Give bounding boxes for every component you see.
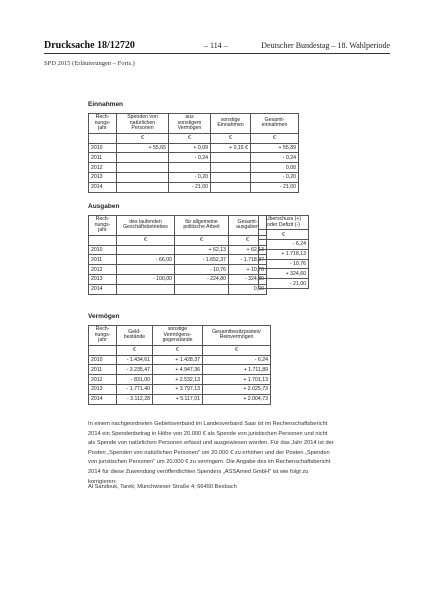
unit-cell: € [259,230,309,240]
unit-cell: € [211,133,251,143]
table-row [89,163,299,173]
column-header: Gesamt- ausgaben [229,216,267,236]
unit-cell: € [203,345,271,355]
table-cell: - 21,00 [251,182,299,192]
table-cell: - 1.434,61 [117,355,153,365]
year-cell: 2012 [89,163,117,173]
table-cell: + 62,13 [229,245,267,255]
header-row [89,114,299,134]
unit-cell [89,345,117,355]
paragraph-line: 2014 ein Spendenbetrag in Höhe von 20.000 € als Spende von juristischen Personen und nicht [88,430,328,437]
unit-cell: € [169,133,211,143]
year-cell: 2014 [89,394,117,404]
table-row [89,153,299,163]
table-cell: + 1.701,13 [203,375,271,385]
year-cell: 2013 [89,384,117,394]
table-cell: - 0,20 [251,172,299,182]
vermoegen-table [88,325,271,405]
table-row [89,365,271,375]
table-row [89,143,299,153]
table-cell: + 0,09 [169,143,211,153]
year-cell: 2014 [89,284,117,294]
paragraph-line: In einem nachgeordneten Gebietsverband im Landesverband Saar ist im Rechenschaftsbericht [88,421,328,427]
table-cell [211,153,251,163]
document-number: Drucksache 18/12720 [44,40,135,51]
unit-row [89,235,267,245]
explanation-paragraph [88,420,388,487]
donor-address: Al Sandouk, Tarek; Münchwieser Straße 4; 66450 Bexbach [88,484,237,490]
table-row [89,172,299,182]
table-row [89,245,267,255]
table-cell: - 0,24 [169,153,211,163]
column-header: sonstige Einnahmen [211,114,251,134]
header-row [259,216,309,230]
table-row [89,182,299,192]
table-cell: - 3.112,28 [117,394,153,404]
header-row [89,326,271,346]
unit-cell: € [117,235,175,245]
table-cell: - 6,24 [203,355,271,365]
table-row [89,355,271,365]
table-cell [211,163,251,173]
table-cell: - 6,24 [259,239,309,249]
table-cell: - 0,24 [251,153,299,163]
einnahmen-table [88,113,299,193]
table-cell [211,182,251,192]
ausgaben-table [88,215,267,295]
table-row [89,284,267,294]
paragraph-line: als Spende von natürlichen Personen erfasst und ausgewiesen worden. Für das Jahr 2014 ist der [88,440,334,447]
table-cell [117,265,175,275]
header-row [89,216,267,236]
table-cell [117,182,169,192]
table-row [259,239,309,249]
unit-row [89,345,271,355]
table-cell: - 1.652,37 [175,255,229,265]
table-cell [117,163,169,173]
table-row [89,265,267,275]
column-header: Überschuss (+) oder Defizit (-) [259,216,309,230]
column-header: Rech- nungs- jahr [89,114,117,134]
table-row [259,279,309,289]
year-cell: 2011 [89,153,117,163]
surplus-deficit-table [258,215,309,289]
column-header: Spenden von natürlichen Personen [117,114,169,134]
year-cell: 2014 [89,182,117,192]
table-cell: - 21,00 [169,182,211,192]
table-cell [117,245,175,255]
column-header: Rech- nungs- jahr [89,326,117,346]
table-cell: + 2.004,73 [203,394,271,404]
unit-cell: € [229,235,267,245]
table-cell: - 21,00 [259,279,309,289]
unit-cell: € [117,133,169,143]
table-row [89,394,271,404]
year-cell: 2013 [89,274,117,284]
table-row [89,384,271,394]
column-header: aus sonstigem Vermögen [169,114,211,134]
table-cell: - 324,80 [229,274,267,284]
table-cell: - 10,76 [175,265,229,275]
paragraph-line: von juristischen Personen" um 20.000 € zu verringern. Die Angabe des im Rechenschaftsbericht [88,459,331,466]
table-cell: - 1.771,40 [117,384,153,394]
table-cell: + 0,15 € [211,143,251,153]
table-cell: + 2.025,73 [203,384,271,394]
table-cell: + 1.718,13 [259,249,309,259]
paragraph-line: korrigieren: [88,478,117,485]
table-cell: + 2.532,13 [153,375,203,385]
year-cell: 2012 [89,265,117,275]
table-cell: + 5.117,01 [153,394,203,404]
table-row [259,269,309,279]
table-row [259,259,309,269]
page-number: – 114 – [204,41,228,50]
ausgaben-heading: Ausgaben [88,203,120,210]
table-cell [175,284,229,294]
paragraph-line: 2014 für diese Zuwendung veröffentlichten Spenders „ASSAmed GmbH" ist wie folgt zu [88,468,309,475]
table-row [89,375,271,385]
column-header: des laufenden Geschäftsbetriebes [117,216,175,236]
table-cell [117,284,175,294]
table-cell [117,153,169,163]
table-row [259,249,309,259]
table-cell: + 1.711,89 [203,365,271,375]
table-row [89,255,267,265]
table-cell: - 66,00 [117,255,175,265]
page-header [44,40,390,54]
table-row [89,274,267,284]
section-subtitle: SPD 2015 (Erläuterungen – Forts.) [44,60,135,67]
table-cell [169,163,211,173]
table-cell: + 62,13 [175,245,229,255]
table-cell: + 55,89 [251,143,299,153]
column-header: Geld- bestände [117,326,153,346]
unit-row [259,230,309,240]
column-header: Gesamtbesitzposten/ Reinvermögen [203,326,271,346]
unit-row [89,133,299,143]
unit-cell: € [117,345,153,355]
table-cell: - 831,00 [117,375,153,385]
unit-cell: € [175,235,229,245]
column-header: sonstige Vermögens- gegenstände [153,326,203,346]
unit-cell: € [251,133,299,143]
table-cell: - 224,80 [175,274,229,284]
year-cell: 2011 [89,255,117,265]
table-cell: 0,00 [229,284,267,294]
table-cell: + 3.797,13 [153,384,203,394]
table-cell: - 1.718,37 [229,255,267,265]
table-cell: - 0,20 [169,172,211,182]
table-cell: - 10,76 [259,259,309,269]
year-cell: 2011 [89,365,117,375]
parliament-label: Deutscher Bundestag – 18. Wahlperiode [261,41,390,50]
year-cell: 2010 [89,143,117,153]
table-cell [117,172,169,182]
table-cell: + 55,65 [117,143,169,153]
header-rule [44,53,390,54]
column-header: Gesamt- einnahmen [251,114,299,134]
table-cell: - 100,00 [117,274,175,284]
einnahmen-heading: Einnahmen [88,101,124,108]
table-cell: + 4.947,36 [153,365,203,375]
year-cell: 2013 [89,172,117,182]
column-header: Rech- nungs- jahr [89,216,117,236]
paragraph-line: Posten „Spenden von natürlichen Personen" um 20.000 € zu erhöhen und der Posten „Spenden [88,449,330,456]
unit-cell [89,133,117,143]
vermoegen-heading: Vermögen [88,313,120,320]
year-cell: 2012 [89,375,117,385]
unit-cell [89,235,117,245]
table-cell: + 10,76 [229,265,267,275]
unit-cell: € [153,345,203,355]
table-cell [211,172,251,182]
table-cell: + 324,60 [259,269,309,279]
table-cell: + 1.428,37 [153,355,203,365]
table-cell: - 3.235,47 [117,365,153,375]
column-header: für allgemeine politische Arbeit [175,216,229,236]
year-cell: 2010 [89,245,117,255]
year-cell: 2010 [89,355,117,365]
table-cell: 0,00 [251,163,299,173]
